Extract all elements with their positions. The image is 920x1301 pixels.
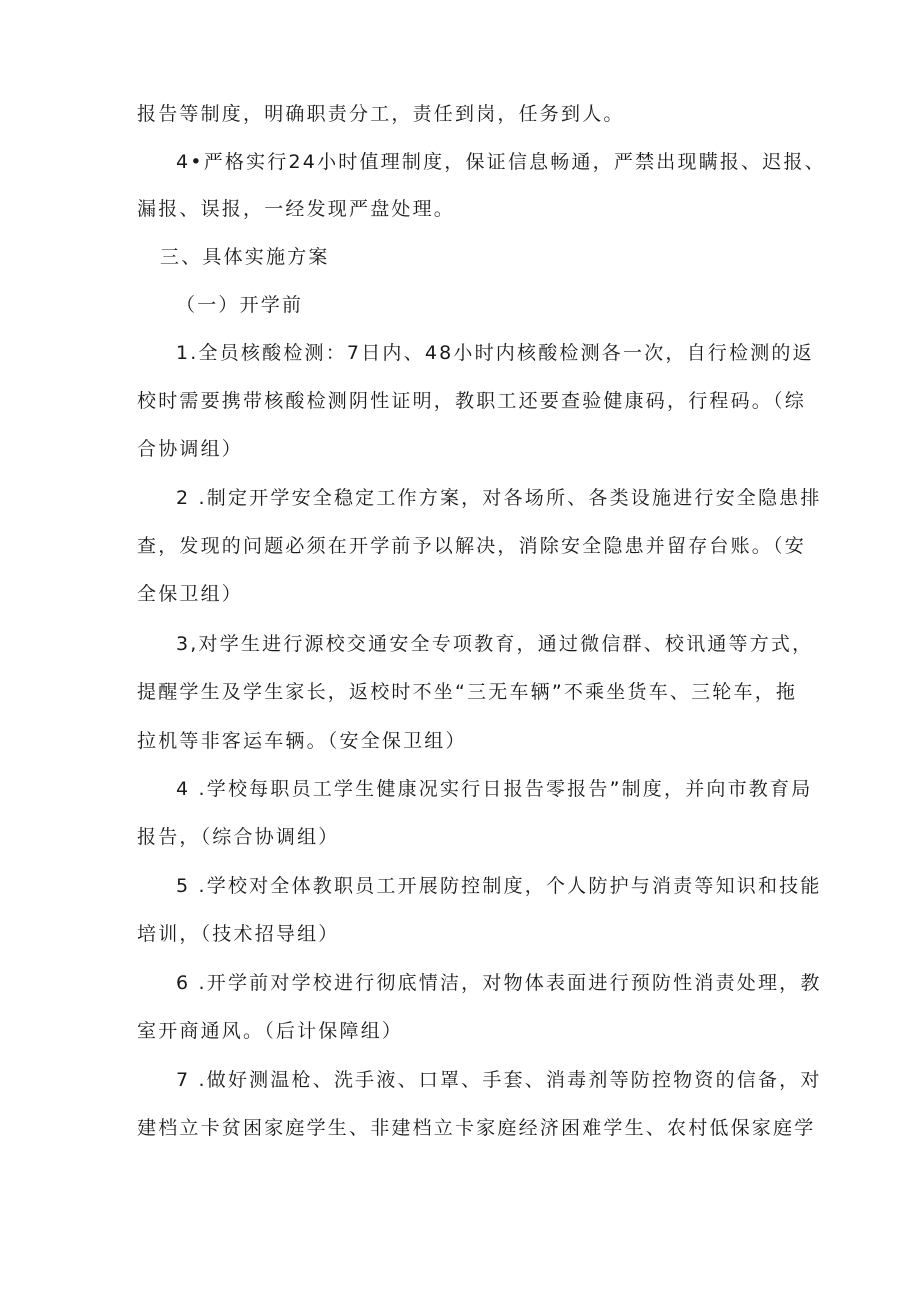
paragraph-line: 1.全员核酸检测：7日内、48小时内核酸检测各一次，自行检测的返 — [176, 342, 814, 364]
paragraph-line: 4 .学校每职员工学生健康况实行日报告零报告”制度，并向市教育局 — [176, 778, 813, 800]
paragraph-line: 报告，（综合协调组） — [137, 826, 340, 848]
paragraph-line: 2 .制定开学安全稳定工作方案，对各场所、各类设施进行安全隐患排 — [176, 487, 822, 509]
paragraph-line: 建档立卡贫困家庭学生、非建档立卡家庭经济困难学生、农村低保家庭学 — [137, 1117, 816, 1139]
paragraph-line: 6 .开学前对学校进行彻底情洁，对物体表面进行预防性消责处理，教 — [176, 972, 822, 994]
paragraph-line: 室开商通风。（后计保障组） — [137, 1020, 404, 1042]
section-heading: 三、具体实施方案 — [160, 246, 330, 268]
paragraph-line: 校时需要携带核酸检测阴性证明，教职工还要查验健康码，行程码。（综 — [137, 390, 806, 412]
paragraph-line: 漏报、误报，一经发现严盘处理。 — [137, 198, 456, 220]
subsection-heading: （一）开学前 — [176, 294, 304, 316]
paragraph-line: 培训，（技术招导组） — [137, 923, 340, 945]
paragraph-line: 拉机等非客运车辆。（安全保卫组） — [137, 730, 467, 752]
paragraph-line: 5 .学校对全体教职员工开展防控制度，个人防护与消责等知识和技能 — [176, 875, 822, 897]
paragraph-line: 报告等制度，明确职责分工，责任到岗，任务到人。 — [137, 103, 625, 125]
paragraph-line: 查，发现的问题必须在开学前予以解决，消除安全隐患并留存台账。（安 — [137, 535, 806, 557]
paragraph-line: 3,对学生进行源校交通安全专项教育，通过微信群、校讯通等方式， — [176, 633, 814, 655]
paragraph-line: 全保卫组） — [137, 583, 244, 605]
paragraph-line: 7 .做好测温枪、洗手液、口罩、手套、消毒剂等防控物资的信备，对 — [176, 1069, 822, 1091]
paragraph-line: 4•严格实行24小时值理制度，保证信息畅通，严禁出现瞒报、迟报、 — [176, 151, 826, 173]
paragraph-line: 合协调组） — [137, 438, 244, 460]
paragraph-line: 提醒学生及学生家长，返校时不坐“三无车辆”不乘坐货车、三轮车，拖 — [137, 681, 798, 703]
